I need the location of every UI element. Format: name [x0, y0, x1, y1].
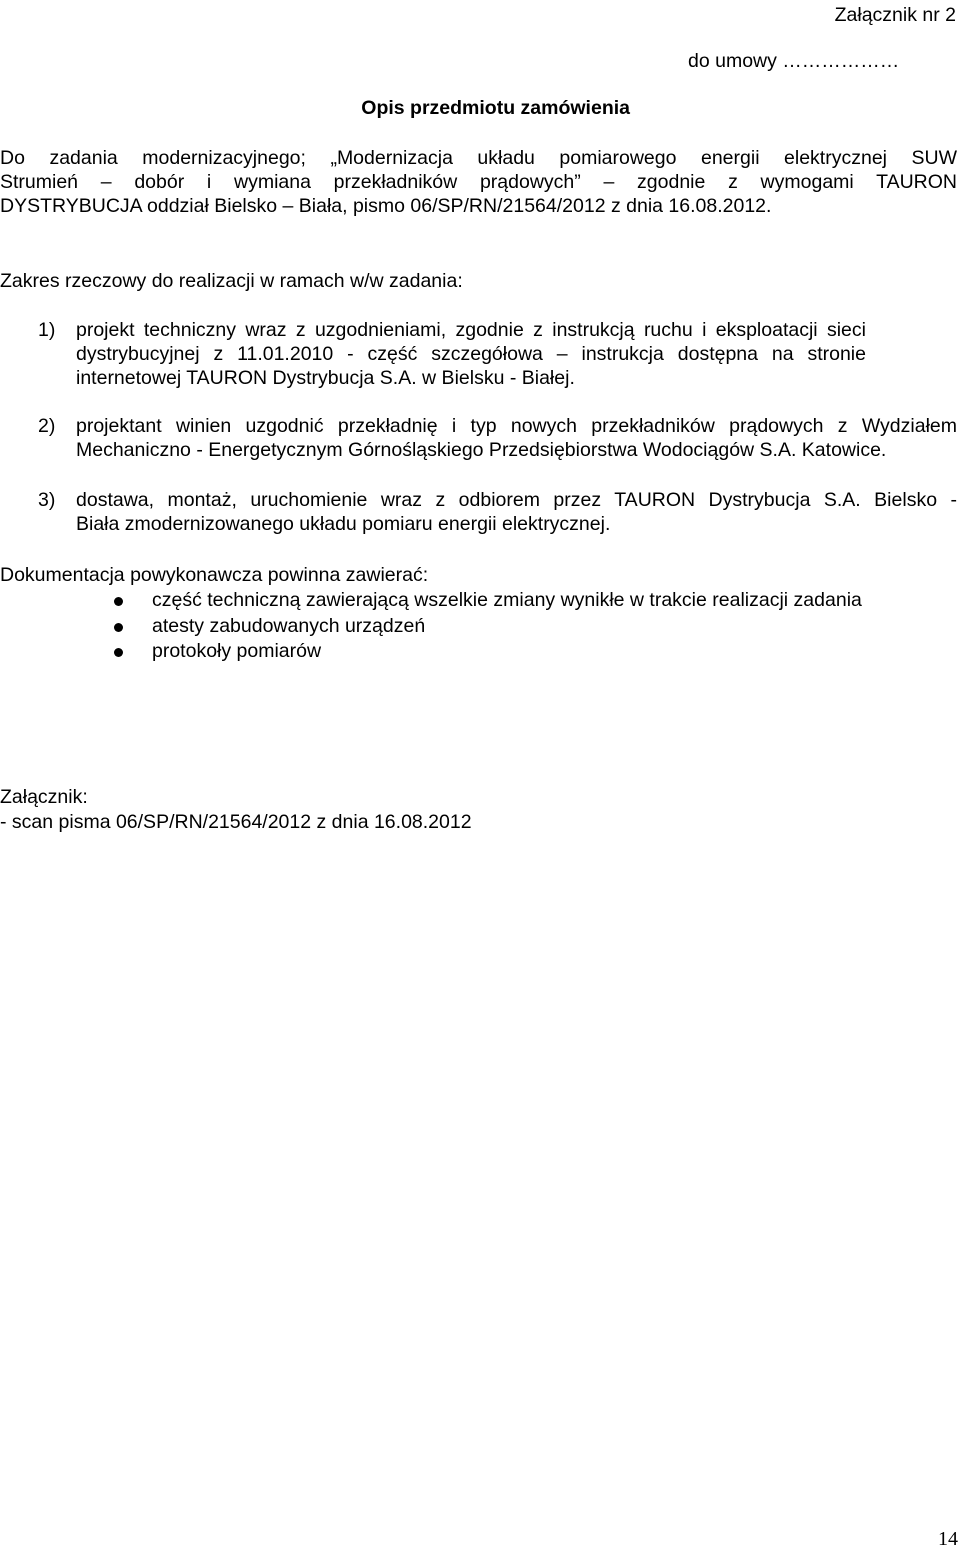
documentation-heading: Dokumentacja powykonawcza powinna zawierać: — [0, 564, 429, 586]
scope-heading: Zakres rzeczowy do realizacji w ramach w/w zadania: — [0, 270, 463, 292]
scope-item-number: 1) — [38, 319, 56, 341]
page-number: 14 — [938, 1528, 958, 1550]
list-item — [0, 639, 957, 665]
scope-item-line: dystrybucyjnej z 11.01.2010 - część szczegółowa – instrukcja dostępna na stronie — [76, 343, 866, 365]
bullet-icon — [114, 597, 123, 606]
scope-item-number: 2) — [38, 415, 56, 437]
scope-item-line: dostawa, montaż, uruchomienie wraz z odbiorem przez TAURON Dystrybucja S.A. Bielsko - — [76, 489, 957, 511]
scope-item-line: projekt techniczny wraz z uzgodnieniami, zgodnie z instrukcją ruchu i eksploatacji sieci — [76, 319, 866, 341]
scope-item-1 — [0, 318, 866, 390]
scope-item-line: Mechaniczno - Energetycznym Górnośląskiego Przedsiębiorstwa Wodociągów S.A. Katowice. — [76, 439, 887, 461]
bullet-icon — [114, 648, 123, 657]
list-item-text: protokoły pomiarów — [152, 640, 322, 662]
list-item-text: atesty zabudowanych urządzeń — [152, 614, 426, 637]
document-title: Opis przedmiotu zamówienia — [361, 97, 630, 119]
list-item — [0, 588, 957, 614]
scope-item-2 — [0, 414, 957, 462]
annex-label: Załącznik nr 2 — [834, 4, 956, 26]
scope-item-number: 3) — [38, 489, 56, 511]
attachment-label: Załącznik: — [0, 786, 88, 808]
scope-item-line: projektant winien uzgodnić przekładnię i typ nowych przekładników prądowych z Wydziałem — [76, 415, 957, 437]
list-item-text: część techniczną zawierającą wszelkie zmiany wynikłe w trakcie realizacji zadania — [152, 589, 862, 611]
bullet-icon — [114, 623, 123, 632]
intro-line: DYSTRYBUCJA oddział Bielsko – Biała, pismo 06/SP/RN/21564/2012 z dnia 16.08.2012. — [0, 195, 772, 217]
attachment-item: - scan pisma 06/SP/RN/21564/2012 z dnia 16.08.2012 — [0, 811, 472, 833]
intro-paragraph — [0, 146, 957, 218]
list-item — [0, 614, 957, 640]
intro-line: Strumień – dobór i wymiana przekładników prądowych” – zgodnie z wymogami TAURON — [0, 171, 957, 193]
scope-item-line: Biała zmodernizowanego układu pomiaru energii elektrycznej. — [76, 513, 611, 535]
scope-item-line: internetowej TAURON Dystrybucja S.A. w Bielsku - Białej. — [76, 367, 575, 389]
documentation-list — [0, 588, 957, 665]
contract-reference: do umowy ……………… — [688, 50, 900, 72]
intro-line: Do zadania modernizacyjnego; „Modernizacja układu pomiarowego energii elektrycznej SUW — [0, 147, 957, 169]
scope-item-3 — [0, 488, 957, 536]
